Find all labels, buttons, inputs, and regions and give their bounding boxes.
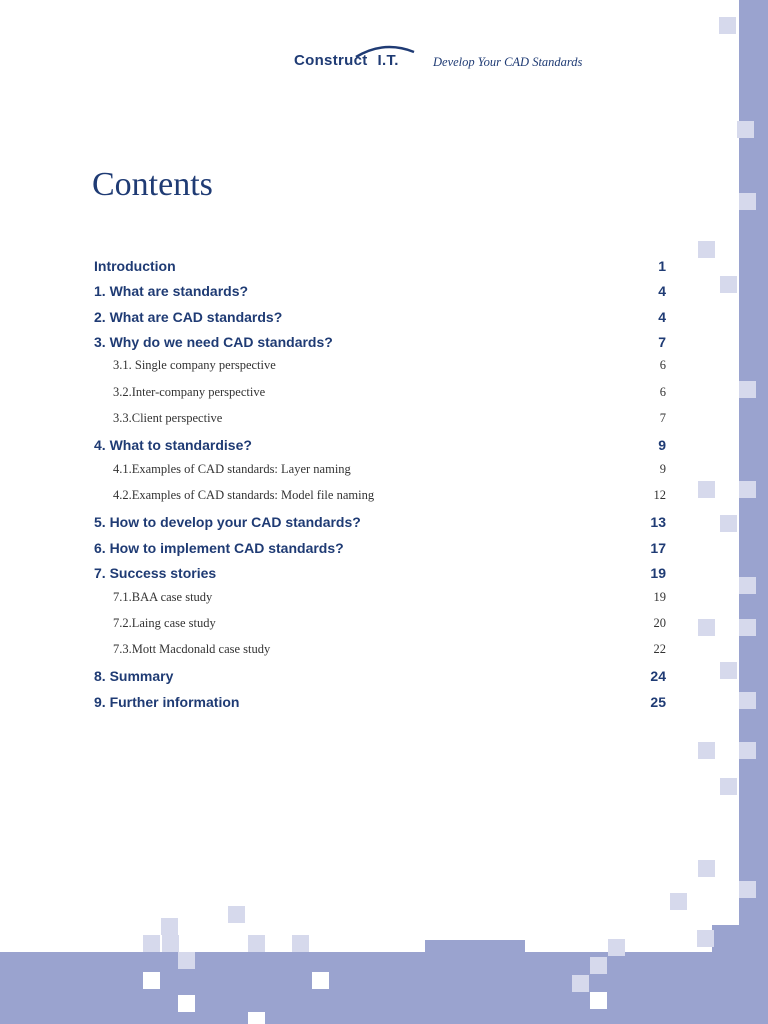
header-tagline: Develop Your CAD Standards [433, 55, 583, 69]
page-title: Contents [92, 166, 213, 203]
toc-page-number: 24 [650, 668, 666, 684]
logo-construct-text: Construct [294, 52, 368, 69]
pixel-square-decoration [670, 893, 687, 910]
pixel-square-decoration [178, 995, 195, 1012]
pixel-square-decoration [739, 193, 756, 210]
pixel-square-decoration [248, 1012, 265, 1024]
toc-subentry[interactable] [94, 616, 666, 631]
bottom-border-step [425, 940, 525, 952]
toc-subentry[interactable] [94, 488, 666, 503]
toc-page-number: 17 [650, 540, 666, 556]
pixel-square-decoration [698, 860, 715, 877]
pixel-square-decoration [720, 662, 737, 679]
pixel-square-decoration [162, 935, 179, 952]
pixel-square-decoration [720, 276, 737, 293]
pixel-square-decoration [739, 692, 756, 709]
toc-page-number: 22 [653, 642, 666, 656]
pixel-square-decoration [143, 972, 160, 989]
toc-entry-label: Introduction [94, 258, 176, 274]
toc-entry-label: 4.1.Examples of CAD standards: Layer naming [113, 462, 351, 476]
toc-entry-label: 9. Further information [94, 694, 240, 710]
pixel-square-decoration [739, 619, 756, 636]
pixel-square-decoration [312, 972, 329, 989]
toc-entry-label: 4.2.Examples of CAD standards: Model file naming [113, 488, 375, 502]
toc-page-number: 20 [653, 616, 666, 630]
toc-page-number: 4 [658, 283, 666, 299]
toc-entry-label: 5. How to develop your CAD standards? [94, 514, 361, 530]
pixel-square-decoration [720, 515, 737, 532]
pixel-square-decoration [739, 881, 756, 898]
toc-subentry[interactable] [94, 462, 666, 477]
pixel-square-decoration [608, 939, 625, 956]
toc-entry-label: 8. Summary [94, 668, 174, 684]
toc-page-number: 9 [658, 437, 666, 453]
pixel-square-decoration [143, 935, 160, 952]
toc-entry[interactable] [94, 309, 666, 325]
bottom-border-band [0, 1004, 768, 1024]
toc-subentry[interactable] [94, 385, 666, 400]
pixel-square-decoration [590, 957, 607, 974]
toc-entry[interactable] [94, 540, 666, 556]
toc-entry-label: 3.3.Client perspective [113, 411, 223, 425]
pixel-square-decoration [590, 992, 607, 1009]
toc-page-number: 4 [658, 309, 666, 325]
toc-entry-label: 7.1.BAA case study [113, 590, 213, 604]
pixel-square-decoration [697, 930, 714, 947]
toc-page-number: 19 [650, 565, 666, 581]
pixel-square-decoration [739, 481, 756, 498]
toc-subentry[interactable] [94, 358, 666, 373]
construct-it-logo [294, 52, 399, 74]
pixel-square-decoration [178, 952, 195, 969]
toc-entry-label: 7.3.Mott Macdonald case study [113, 642, 271, 656]
toc-entry-label: 3.2.Inter-company perspective [113, 385, 266, 399]
toc-entry-label: 3.1. Single company perspective [113, 358, 276, 372]
toc-entry-label: 4. What to standardise? [94, 437, 252, 453]
pixel-square-decoration [698, 481, 715, 498]
toc-entry-label: 3. Why do we need CAD standards? [94, 334, 333, 350]
pixel-square-decoration [698, 742, 715, 759]
toc-entry[interactable] [94, 258, 666, 274]
pixel-square-decoration [737, 121, 754, 138]
toc-page-number: 1 [658, 258, 666, 274]
logo-swoosh-icon [354, 44, 416, 58]
bottom-border-step [712, 925, 742, 955]
toc-entry-label: 2. What are CAD standards? [94, 309, 283, 325]
pixel-square-decoration [739, 742, 756, 759]
pixel-square-decoration [572, 975, 589, 992]
toc-entry[interactable] [94, 437, 666, 453]
toc-entry-label: 7. Success stories [94, 565, 217, 581]
toc-entry-label: 1. What are standards? [94, 283, 249, 299]
toc-page-number: 7 [658, 334, 666, 350]
toc-subentry[interactable] [94, 590, 666, 605]
logo-it-text: I.T. [377, 52, 399, 69]
toc-entry[interactable] [94, 565, 666, 581]
toc-subentry[interactable] [94, 642, 666, 657]
toc-page-number: 25 [650, 694, 666, 710]
right-border-strip [739, 0, 768, 1024]
toc-page-number: 13 [650, 514, 666, 530]
toc-page-number: 9 [659, 462, 666, 476]
toc-entry-label: 7.2.Laing case study [113, 616, 216, 630]
pixel-square-decoration [698, 619, 715, 636]
pixel-square-decoration [698, 241, 715, 258]
pixel-square-decoration [292, 935, 309, 952]
pixel-square-decoration [161, 918, 178, 935]
pixel-square-decoration [719, 17, 736, 34]
toc-entry[interactable] [94, 334, 666, 350]
toc-entry[interactable] [94, 283, 666, 299]
toc-page-number: 12 [653, 488, 666, 502]
pixel-square-decoration [720, 778, 737, 795]
toc-entry[interactable] [94, 668, 666, 684]
toc-page-number: 19 [653, 590, 666, 604]
pixel-square-decoration [228, 906, 245, 923]
toc-entry[interactable] [94, 694, 666, 710]
toc-entry-label: 6. How to implement CAD standards? [94, 540, 344, 556]
toc-page-number: 6 [659, 358, 666, 372]
pixel-square-decoration [739, 381, 756, 398]
pixel-square-decoration [739, 577, 756, 594]
page-header [294, 44, 614, 74]
toc-subentry[interactable] [94, 411, 666, 426]
pixel-square-decoration [248, 935, 265, 952]
toc-page-number: 7 [659, 411, 666, 425]
toc-entry[interactable] [94, 514, 666, 530]
toc-page-number: 6 [659, 385, 666, 399]
